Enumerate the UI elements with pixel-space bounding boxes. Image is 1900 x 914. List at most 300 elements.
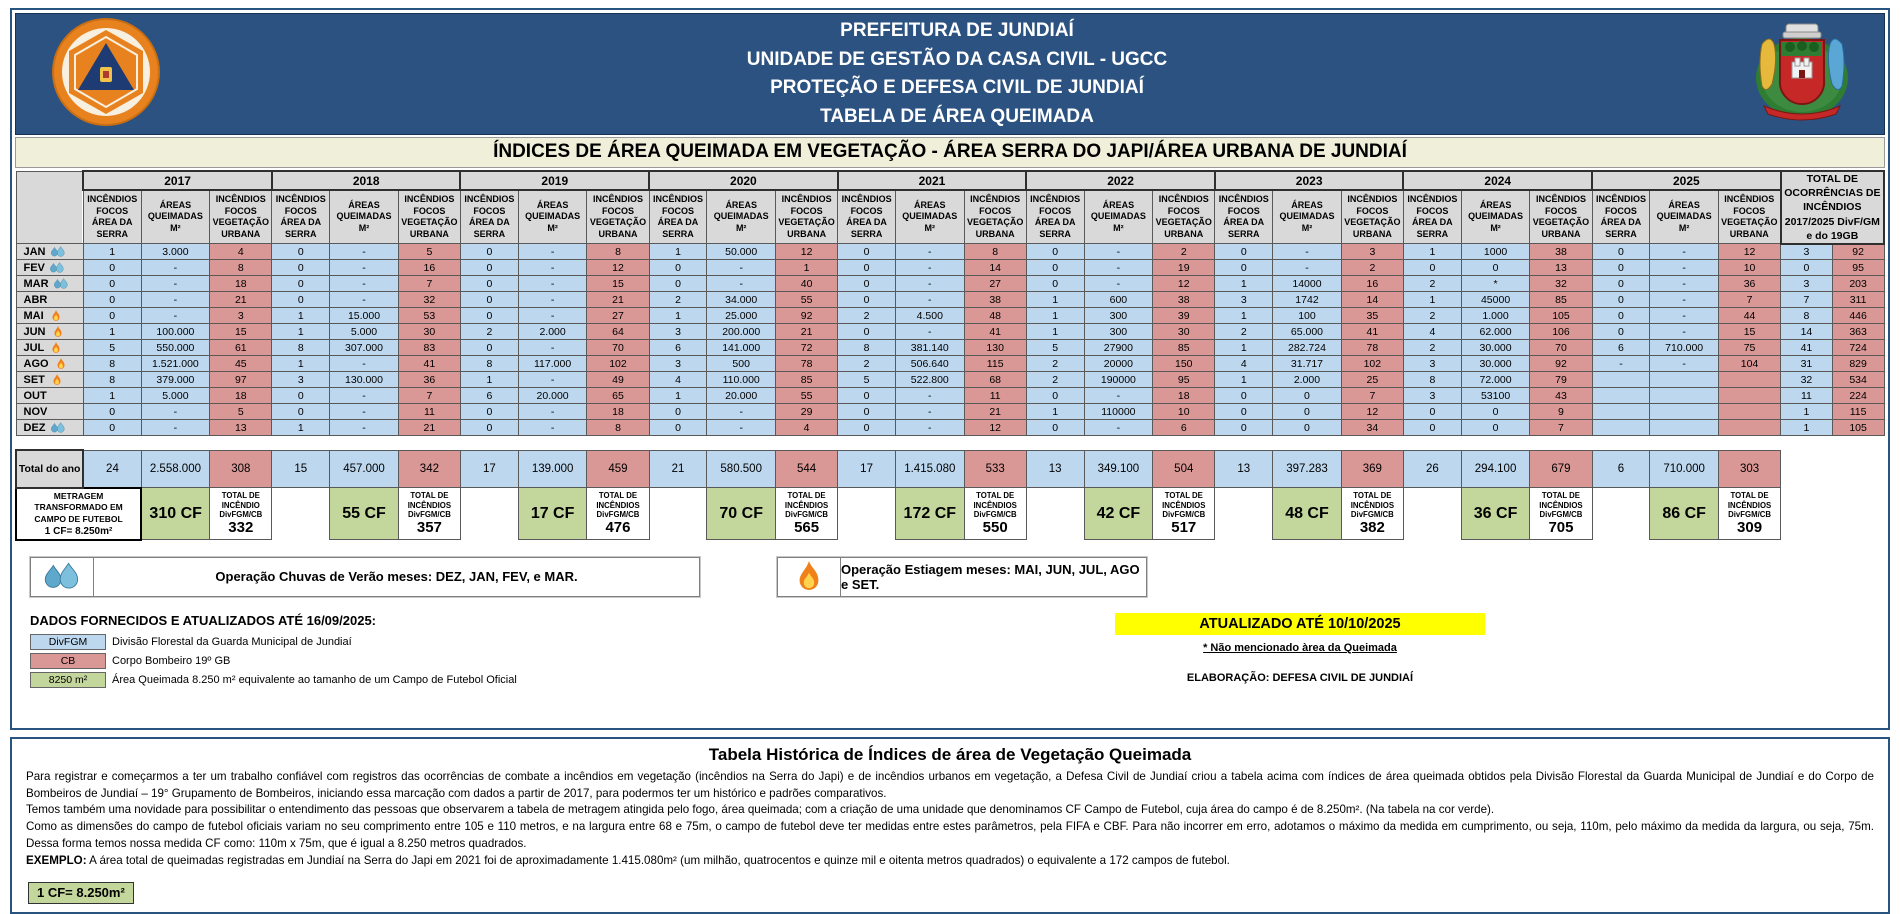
column-header: INCÊNDIOS FOCOS VEGETAÇÃO URBANA xyxy=(1530,190,1592,244)
cell-focos-serra: 1 xyxy=(1026,292,1084,308)
cell-areas-queimadas: 20.000 xyxy=(518,388,587,404)
cell-focos-serra: 1 xyxy=(1026,404,1084,420)
cell-focos-serra: 6 xyxy=(649,340,707,356)
cell-areas-queimadas: - xyxy=(895,292,964,308)
cell-areas-queimadas: 282.724 xyxy=(1273,340,1342,356)
column-header: INCÊNDIOS FOCOS ÁREA DA SERRA xyxy=(460,190,518,244)
month-row xyxy=(16,404,1884,420)
cell-focos-serra: 8 xyxy=(83,372,141,388)
cell-focos-serra: 1 xyxy=(83,324,141,340)
cell-areas-queimadas: 200.000 xyxy=(707,324,776,340)
flame-icon xyxy=(53,358,69,370)
cell-focos-urbana: 1 xyxy=(776,260,838,276)
month-label: MAR xyxy=(17,278,83,290)
cell-areas-queimadas: 522.800 xyxy=(895,372,964,388)
month-label-cell xyxy=(16,404,83,420)
cb-chip: CB xyxy=(30,653,106,669)
cell-focos-serra: 0 xyxy=(460,244,518,260)
burned-area-report xyxy=(0,8,1900,900)
total-focos-serra: 17 xyxy=(460,450,518,488)
column-header: ÁREAS QUEIMADAS M² xyxy=(895,190,964,244)
cell-areas-queimadas: 50.000 xyxy=(707,244,776,260)
cell-areas-queimadas: 30.000 xyxy=(1461,340,1530,356)
cell-focos-urbana: 32 xyxy=(1530,276,1592,292)
cell-areas-queimadas: 2.000 xyxy=(518,324,587,340)
cell-focos-serra: 0 xyxy=(1592,324,1650,340)
cell-focos-urbana: 18 xyxy=(587,404,649,420)
cell-focos-urbana: 21 xyxy=(964,404,1026,420)
year-header: 2024 xyxy=(1403,171,1592,190)
total-column-header: TOTAL DE OCORRÊNCIAS DE INCÊNDIOS 2017/2025 DivF/GM e do 19GB xyxy=(1781,171,1884,244)
cell-focos-serra: 1 xyxy=(1026,324,1084,340)
month-label: OUT xyxy=(23,389,47,402)
column-header: INCÊNDIOS FOCOS ÁREA DA SERRA xyxy=(649,190,707,244)
banner-line-4: TABELA DE ÁREA QUEIMADA xyxy=(820,105,1094,127)
asterisk-note: * Não mencionado àrea da Queimada xyxy=(1203,641,1397,654)
month-label: DEZ xyxy=(17,422,83,434)
cell-focos-urbana: 4 xyxy=(776,420,838,436)
total-areas-queimadas: 2.558.000 xyxy=(141,450,210,488)
table-corner xyxy=(16,171,83,244)
info-paragraph-1 xyxy=(26,769,1874,803)
cell-focos-serra: 3 xyxy=(1403,356,1461,372)
column-header: ÁREAS QUEIMADAS M² xyxy=(1461,190,1530,244)
cell-focos-serra: 0 xyxy=(1215,244,1273,260)
cell-focos-urbana: 3 xyxy=(210,308,272,324)
cell-areas-queimadas: - xyxy=(518,404,587,420)
cell-focos-urbana: 104 xyxy=(1718,356,1780,372)
cell-focos-urbana: 7 xyxy=(398,276,460,292)
cell-focos-serra: 1 xyxy=(1403,292,1461,308)
total-focos-serra: 15 xyxy=(272,450,330,488)
month-row xyxy=(16,356,1884,372)
cell-areas-queimadas xyxy=(1650,372,1719,388)
column-header: INCÊNDIOS FOCOS ÁREA DA SERRA xyxy=(272,190,330,244)
year-header: 2025 xyxy=(1592,171,1781,190)
cell-focos-serra: 0 xyxy=(838,244,896,260)
cell-areas-queimadas xyxy=(1650,420,1719,436)
cell-focos-urbana: 45 xyxy=(210,356,272,372)
cell-areas-queimadas: 0 xyxy=(1461,260,1530,276)
column-header-row xyxy=(16,190,1884,244)
month-row xyxy=(16,292,1884,308)
cell-focos-urbana: 36 xyxy=(1718,276,1780,292)
cell-focos-urbana: 16 xyxy=(1341,276,1403,292)
cell-areas-queimadas: 0 xyxy=(1461,404,1530,420)
total-focos-urbana: 533 xyxy=(964,450,1026,488)
cell-focos-serra: 1 xyxy=(272,356,330,372)
banner-line-2: UNIDADE DE GESTÃO DA CASA CIVIL - UGCC xyxy=(746,48,1168,70)
cell-focos-serra: 1 xyxy=(1215,308,1273,324)
cell-focos-serra: 0 xyxy=(460,308,518,324)
cf-row xyxy=(16,488,1884,540)
cell-focos-serra: 0 xyxy=(272,404,330,420)
month-label: MAI xyxy=(17,310,83,322)
cell-focos-serra: 2 xyxy=(1026,372,1084,388)
total-areas-queimadas: 294.100 xyxy=(1461,450,1530,488)
cell-total-19gb: 311 xyxy=(1832,292,1884,308)
total-focos-serra: 13 xyxy=(1026,450,1084,488)
metragem-label: METRAGEM TRANSFORMADO EM CAMPO DE FUTEBOL 1 CF= 8.250m² xyxy=(16,488,141,540)
cell-focos-serra: 1 xyxy=(460,372,518,388)
cell-areas-queimadas: 300 xyxy=(1084,324,1153,340)
total-focos-serra: 26 xyxy=(1403,450,1461,488)
flame-icon xyxy=(49,374,65,386)
cell-focos-serra: 3 xyxy=(649,324,707,340)
cell-focos-serra: 1 xyxy=(649,244,707,260)
cell-areas-queimadas: - xyxy=(330,260,399,276)
total-focos-urbana: 342 xyxy=(398,450,460,488)
total-areas-queimadas: 710.000 xyxy=(1650,450,1719,488)
cell-focos-urbana: 2 xyxy=(1153,244,1215,260)
cell-focos-serra: 2 xyxy=(649,292,707,308)
cell-focos-serra: 0 xyxy=(272,292,330,308)
cell-areas-queimadas: 600 xyxy=(1084,292,1153,308)
cell-areas-queimadas: - xyxy=(518,292,587,308)
cell-focos-urbana: 72 xyxy=(776,340,838,356)
cell-areas-queimadas: 3.000 xyxy=(141,244,210,260)
cell-focos-serra: 0 xyxy=(1215,404,1273,420)
cell-total-divfgm: 41 xyxy=(1781,340,1833,356)
cell-areas-queimadas: - xyxy=(1650,356,1719,372)
cell-focos-urbana: 25 xyxy=(1341,372,1403,388)
cell-total-divfgm: 1 xyxy=(1781,404,1833,420)
cell-focos-urbana: 68 xyxy=(964,372,1026,388)
cell-focos-serra: 0 xyxy=(272,260,330,276)
cell-focos-urbana: 30 xyxy=(398,324,460,340)
cell-focos-urbana: 97 xyxy=(210,372,272,388)
cell-areas-queimadas: 100.000 xyxy=(141,324,210,340)
info-paragraph-2 xyxy=(26,802,1874,819)
cell-focos-urbana: 83 xyxy=(398,340,460,356)
cell-areas-queimadas: 506.640 xyxy=(895,356,964,372)
cell-focos-urbana: 7 xyxy=(1530,420,1592,436)
cell-areas-queimadas: - xyxy=(1650,324,1719,340)
cell-focos-serra: 0 xyxy=(649,420,707,436)
update-notes xyxy=(1115,613,1485,684)
month-row xyxy=(16,388,1884,404)
cell-focos-serra: 2 xyxy=(1403,308,1461,324)
info-panel xyxy=(10,737,1890,914)
cell-areas-queimadas: 300 xyxy=(1084,308,1153,324)
cell-focos-urbana: 8 xyxy=(210,260,272,276)
cell-focos-urbana: 38 xyxy=(1153,292,1215,308)
cell-focos-serra: 1 xyxy=(83,388,141,404)
month-label: JUN xyxy=(17,326,83,338)
cell-focos-urbana xyxy=(1718,372,1780,388)
cell-areas-queimadas: 62.000 xyxy=(1461,324,1530,340)
cell-areas-queimadas: - xyxy=(1650,260,1719,276)
cell-focos-urbana: 70 xyxy=(587,340,649,356)
cell-focos-serra: 8 xyxy=(272,340,330,356)
cell-total-divfgm: 31 xyxy=(1781,356,1833,372)
cell-total-divfgm: 3 xyxy=(1781,276,1833,292)
column-header: INCÊNDIOS FOCOS ÁREA DA SERRA xyxy=(83,190,141,244)
cell-total-divfgm: 8 xyxy=(1781,308,1833,324)
banner-line-1: PREFEITURA DE JUNDIAÍ xyxy=(840,20,1074,41)
banner xyxy=(15,13,1885,135)
cell-areas-queimadas xyxy=(1650,404,1719,420)
notes-section xyxy=(20,613,1880,721)
cell-focos-urbana: 85 xyxy=(776,372,838,388)
cell-focos-urbana: 15 xyxy=(1718,324,1780,340)
cell-areas-queimadas: - xyxy=(141,404,210,420)
cell-focos-serra: 1 xyxy=(83,244,141,260)
column-header: ÁREAS QUEIMADAS M² xyxy=(1650,190,1719,244)
cell-areas-queimadas: - xyxy=(1084,244,1153,260)
cell-focos-serra: 5 xyxy=(838,372,896,388)
cell-focos-serra: 8 xyxy=(1403,372,1461,388)
column-header: ÁREAS QUEIMADAS M² xyxy=(1273,190,1342,244)
cell-focos-serra xyxy=(1592,420,1650,436)
total-areas-queimadas: 349.100 xyxy=(1084,450,1153,488)
cell-focos-serra: 0 xyxy=(1403,420,1461,436)
month-label-cell xyxy=(16,244,83,260)
example-prefix: EXEMPLO: xyxy=(26,853,87,867)
cell-areas-queimadas: - xyxy=(330,404,399,420)
cf-value: 172 CF xyxy=(895,488,964,540)
cell-focos-serra: 1 xyxy=(1215,340,1273,356)
cell-focos-urbana: 8 xyxy=(587,244,649,260)
cell-areas-queimadas: - xyxy=(141,292,210,308)
chip-row-8250 xyxy=(30,672,1880,688)
cell-focos-urbana: 78 xyxy=(1341,340,1403,356)
main-panel xyxy=(10,8,1890,730)
cell-focos-serra: 0 xyxy=(838,404,896,420)
cell-areas-queimadas: - xyxy=(141,260,210,276)
cb-desc: Corpo Bombeiro 19º GB xyxy=(112,654,231,667)
cf-value: 17 CF xyxy=(518,488,587,540)
cf-total-cell: TOTAL DE INCÊNDIOS DivFGM/CB 382 xyxy=(1341,488,1403,540)
cell-areas-queimadas: 130.000 xyxy=(330,372,399,388)
cell-focos-serra: 0 xyxy=(460,276,518,292)
cell-areas-queimadas: 379.000 xyxy=(141,372,210,388)
cell-focos-urbana: 10 xyxy=(1153,404,1215,420)
cell-areas-queimadas: - xyxy=(895,276,964,292)
cell-focos-urbana: 7 xyxy=(1341,388,1403,404)
cell-focos-serra: 0 xyxy=(1592,276,1650,292)
rain-operation-box xyxy=(30,557,700,597)
cell-focos-urbana: 14 xyxy=(964,260,1026,276)
total-row-label: Total do ano xyxy=(16,450,83,488)
cell-focos-serra: 2 xyxy=(460,324,518,340)
cell-focos-serra: 0 xyxy=(1403,260,1461,276)
year-header-row xyxy=(16,171,1884,190)
column-header: ÁREAS QUEIMADAS M² xyxy=(330,190,399,244)
cell-areas-queimadas: - xyxy=(141,276,210,292)
cell-areas-queimadas: - xyxy=(707,260,776,276)
month-label-cell xyxy=(16,388,83,404)
cell-focos-urbana: 49 xyxy=(587,372,649,388)
cell-focos-serra: 0 xyxy=(83,420,141,436)
cell-focos-serra: 3 xyxy=(649,356,707,372)
month-label: SET xyxy=(17,374,83,386)
flame-icon xyxy=(48,310,64,322)
cell-areas-queimadas: - xyxy=(1650,292,1719,308)
cell-total-19gb: 446 xyxy=(1832,308,1884,324)
flame-icon xyxy=(50,326,66,338)
cell-focos-serra: 0 xyxy=(1215,388,1273,404)
cell-areas-queimadas: - xyxy=(518,308,587,324)
cell-focos-serra: 0 xyxy=(1026,388,1084,404)
cell-areas-queimadas: - xyxy=(518,260,587,276)
month-label-cell xyxy=(16,276,83,292)
cell-focos-urbana: 55 xyxy=(776,388,838,404)
chip-row-divfgm xyxy=(30,634,1880,650)
cell-focos-urbana: 41 xyxy=(964,324,1026,340)
cell-focos-serra: 0 xyxy=(1592,308,1650,324)
cell-focos-serra: 0 xyxy=(838,276,896,292)
month-label: ABR xyxy=(23,293,48,306)
cell-areas-queimadas: - xyxy=(518,244,587,260)
cell-areas-queimadas: - xyxy=(1273,260,1342,276)
cell-areas-queimadas: 190000 xyxy=(1084,372,1153,388)
chip-row-cb xyxy=(30,653,1880,669)
cell-areas-queimadas: - xyxy=(707,404,776,420)
cell-focos-urbana: 44 xyxy=(1718,308,1780,324)
month-row xyxy=(16,324,1884,340)
cell-focos-urbana: 12 xyxy=(587,260,649,276)
cell-areas-queimadas: 110.000 xyxy=(707,372,776,388)
cell-focos-urbana: 27 xyxy=(964,276,1026,292)
cell-focos-urbana: 39 xyxy=(1153,308,1215,324)
cell-areas-queimadas: 550.000 xyxy=(141,340,210,356)
cell-areas-queimadas: 72.000 xyxy=(1461,372,1530,388)
cell-focos-urbana: 79 xyxy=(1530,372,1592,388)
cell-focos-urbana: 2 xyxy=(1341,260,1403,276)
cell-areas-queimadas: 0 xyxy=(1273,388,1342,404)
cell-focos-serra: 0 xyxy=(272,388,330,404)
cell-focos-urbana xyxy=(1718,420,1780,436)
cell-focos-serra: 8 xyxy=(83,356,141,372)
info-title: Tabela Histórica de Índices de área de Vegetação Queimada xyxy=(708,744,1192,764)
cell-focos-serra: 0 xyxy=(1215,260,1273,276)
cell-areas-queimadas: 500 xyxy=(707,356,776,372)
cell-focos-serra: 0 xyxy=(649,404,707,420)
month-row xyxy=(16,276,1884,292)
cell-focos-urbana: 30 xyxy=(1153,324,1215,340)
cell-areas-queimadas: 25.000 xyxy=(707,308,776,324)
cell-focos-serra: 1 xyxy=(1215,276,1273,292)
month-row xyxy=(16,372,1884,388)
month-label: JAN xyxy=(17,246,83,258)
cell-focos-urbana: 3 xyxy=(1341,244,1403,260)
water-drops-icon xyxy=(50,422,66,434)
year-header: 2021 xyxy=(838,171,1027,190)
cell-focos-serra: 1 xyxy=(1215,372,1273,388)
cell-focos-serra: 0 xyxy=(1026,420,1084,436)
column-header: INCÊNDIOS FOCOS VEGETAÇÃO URBANA xyxy=(1718,190,1780,244)
month-row xyxy=(16,340,1884,356)
divfgm-chip: DivFGM xyxy=(30,634,106,650)
cell-focos-urbana: 8 xyxy=(964,244,1026,260)
month-row xyxy=(16,308,1884,324)
total-focos-serra: 13 xyxy=(1215,450,1273,488)
month-row xyxy=(16,260,1884,276)
month-label-cell xyxy=(16,372,83,388)
water-drops-icon xyxy=(31,558,94,596)
cell-areas-queimadas: - xyxy=(1084,276,1153,292)
cell-areas-queimadas: - xyxy=(330,276,399,292)
column-header: INCÊNDIOS FOCOS ÁREA DA SERRA xyxy=(1215,190,1273,244)
cf-total-cell: TOTAL DE INCÊNDIOS DivFGM/CB 565 xyxy=(776,488,838,540)
column-header: INCÊNDIOS FOCOS VEGETAÇÃO URBANA xyxy=(1153,190,1215,244)
cell-focos-urbana: 75 xyxy=(1718,340,1780,356)
cell-areas-queimadas: 381.140 xyxy=(895,340,964,356)
cell-focos-serra: 2 xyxy=(1215,324,1273,340)
cell-focos-serra: 0 xyxy=(1592,260,1650,276)
cell-focos-urbana: 102 xyxy=(587,356,649,372)
year-header: 2019 xyxy=(460,171,649,190)
area-desc: Área Queimada 8.250 m² equivalente ao tamanho de um Campo de Futebol Oficial xyxy=(112,673,517,686)
cell-areas-queimadas: 117.000 xyxy=(518,356,587,372)
cell-areas-queimadas: 1.000 xyxy=(1461,308,1530,324)
cell-focos-serra: 4 xyxy=(649,372,707,388)
cell-focos-urbana: 92 xyxy=(776,308,838,324)
cell-areas-queimadas: 110000 xyxy=(1084,404,1153,420)
cell-focos-urbana: 21 xyxy=(210,292,272,308)
total-areas-queimadas: 139.000 xyxy=(518,450,587,488)
cell-focos-serra: 1 xyxy=(1403,244,1461,260)
cell-areas-queimadas: 0 xyxy=(1273,420,1342,436)
cell-focos-urbana: 115 xyxy=(964,356,1026,372)
column-header: INCÊNDIOS FOCOS VEGETAÇÃO URBANA xyxy=(587,190,649,244)
cell-focos-serra: 0 xyxy=(83,276,141,292)
cell-focos-serra: 2 xyxy=(1403,340,1461,356)
cell-focos-serra: 0 xyxy=(649,276,707,292)
month-label: NOV xyxy=(23,405,48,418)
cell-total-divfgm: 14 xyxy=(1781,324,1833,340)
cell-focos-serra: 4 xyxy=(1215,356,1273,372)
cell-areas-queimadas: 27900 xyxy=(1084,340,1153,356)
total-focos-urbana: 544 xyxy=(776,450,838,488)
month-label-cell xyxy=(16,324,83,340)
cell-areas-queimadas: - xyxy=(1084,260,1153,276)
water-drops-icon xyxy=(53,278,69,290)
cell-focos-serra: 0 xyxy=(1026,244,1084,260)
column-header: INCÊNDIOS FOCOS VEGETAÇÃO URBANA xyxy=(398,190,460,244)
column-header: INCÊNDIOS FOCOS ÁREA DA SERRA xyxy=(1592,190,1650,244)
cf-total-cell: TOTAL DE INCÊNDIOS DivFGM/CB 517 xyxy=(1153,488,1215,540)
total-focos-urbana: 303 xyxy=(1718,450,1780,488)
cell-focos-serra: 1 xyxy=(272,420,330,436)
month-label-cell xyxy=(16,292,83,308)
burned-area-table xyxy=(15,170,1885,541)
cell-areas-queimadas: 20.000 xyxy=(707,388,776,404)
jundiai-coat-of-arms xyxy=(1750,18,1854,131)
flame-icon xyxy=(778,558,841,596)
cell-focos-serra: 0 xyxy=(83,292,141,308)
cell-focos-urbana: 12 xyxy=(964,420,1026,436)
cell-focos-serra: 0 xyxy=(838,292,896,308)
cell-focos-urbana: 38 xyxy=(1530,244,1592,260)
cf-value: 86 CF xyxy=(1650,488,1719,540)
cell-focos-serra: 0 xyxy=(460,420,518,436)
cell-areas-queimadas: - xyxy=(895,388,964,404)
total-areas-queimadas: 1.415.080 xyxy=(895,450,964,488)
cell-focos-serra: 0 xyxy=(460,292,518,308)
cell-focos-serra: 0 xyxy=(83,308,141,324)
cell-focos-serra: 0 xyxy=(838,388,896,404)
month-row xyxy=(16,420,1884,436)
year-header: 2020 xyxy=(649,171,838,190)
cell-areas-queimadas: 100 xyxy=(1273,308,1342,324)
total-focos-serra: 6 xyxy=(1592,450,1650,488)
cell-total-19gb: 534 xyxy=(1832,372,1884,388)
cell-focos-urbana: 65 xyxy=(587,388,649,404)
total-focos-urbana: 459 xyxy=(587,450,649,488)
total-focos-serra: 17 xyxy=(838,450,896,488)
